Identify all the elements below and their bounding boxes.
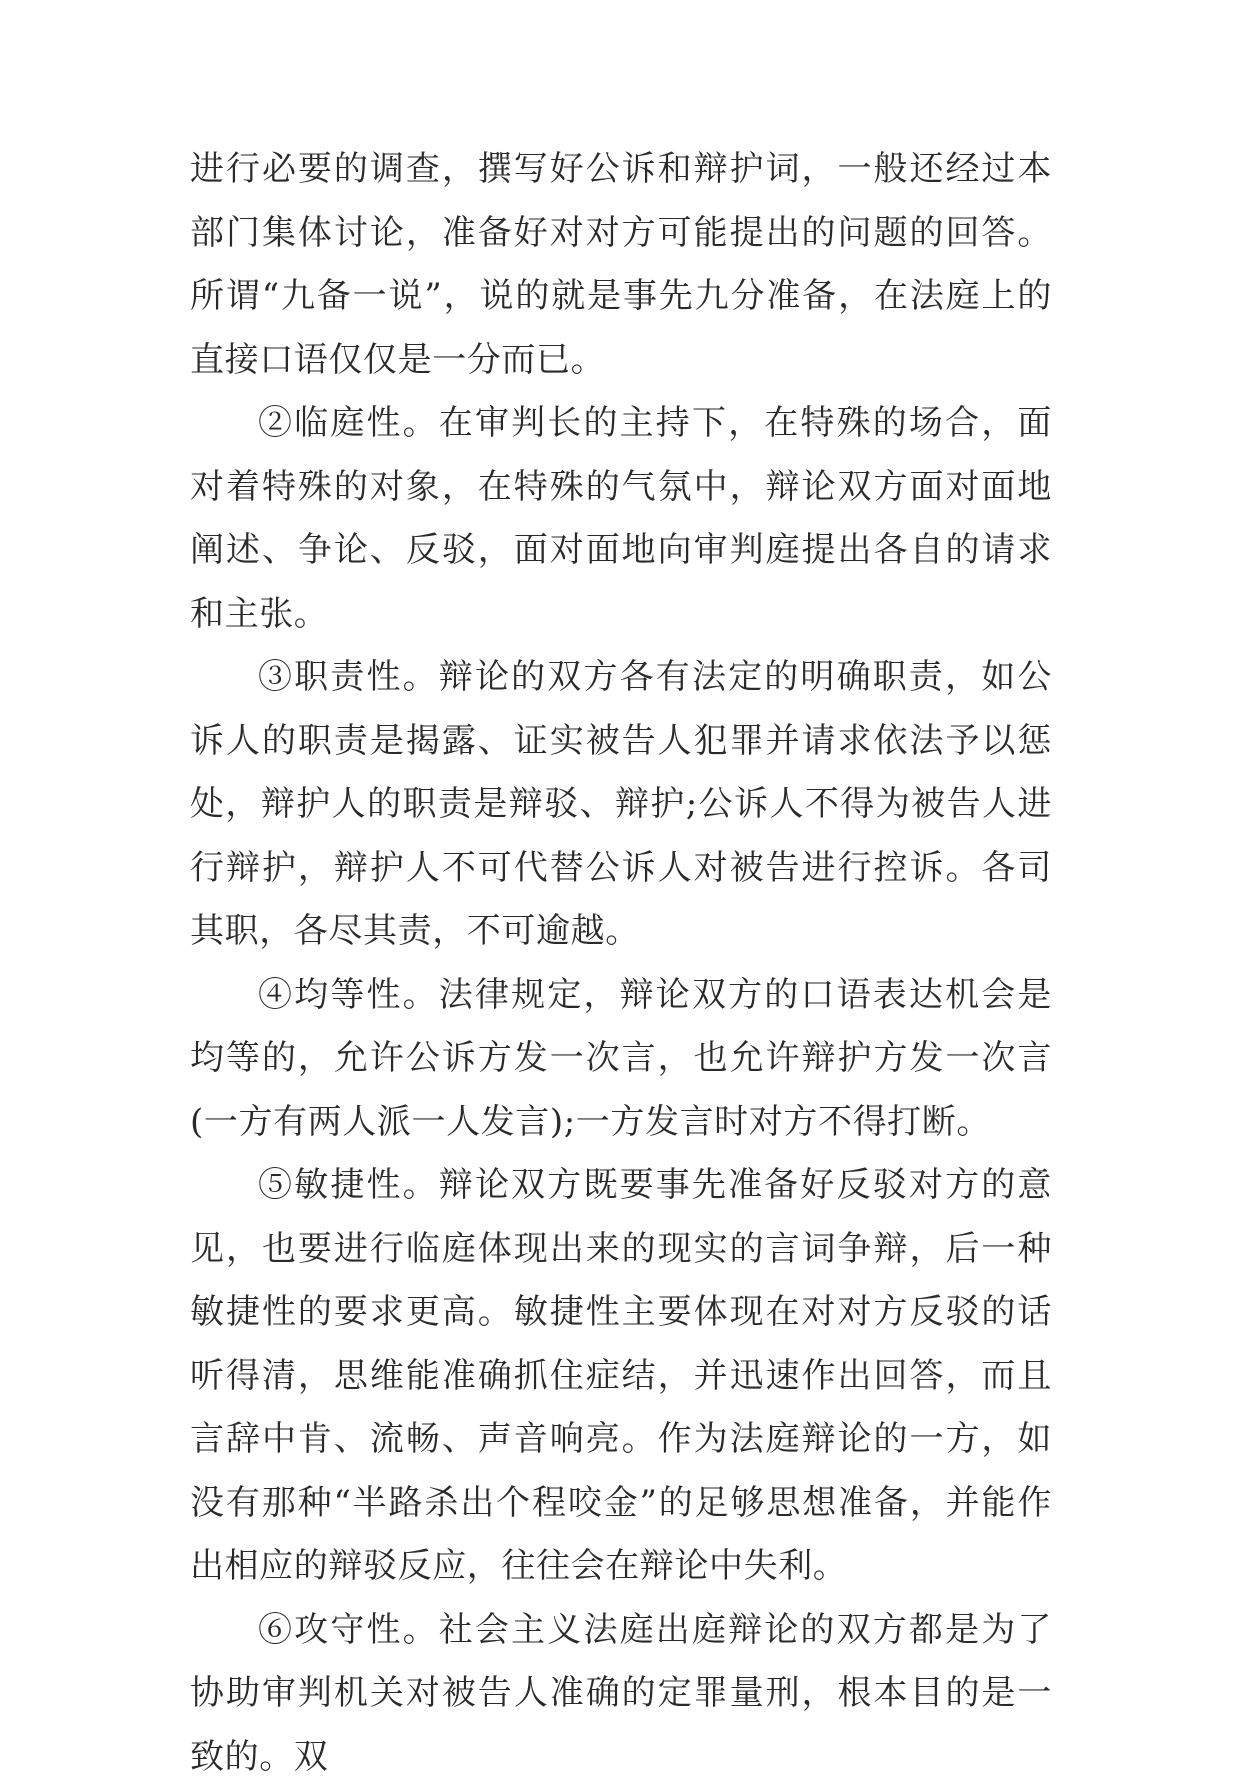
paragraph-item-2: ②临庭性。在审判长的主持下，在特殊的场合，面对着特殊的对象，在特殊的气氛中，辩论双方面对面地阐述、争论、反驳，面对面地向审判庭提出各自的请求和主张。 (190, 392, 1052, 646)
body-text (190, 138, 1052, 1789)
paragraph-item-5: ⑤敏捷性。辩论双方既要事先准备好反驳对方的意见，也要进行临庭体现出来的现实的言词争辩，后一种敏捷性的要求更高。敏捷性主要体现在对对方反驳的话听得清，思维能准确抓住症结，并迅速作出回答，而且言辞中肯、流畅、声音响亮。作为法庭辩论的一方，如没有那种“半路杀出个程咬金”的足够思想准备，并能作出相应的辩驳反应，往往会在辩论中失利。 (190, 1154, 1052, 1599)
paragraph-item-3: ③职责性。辩论的双方各有法定的明确职责，如公诉人的职责是揭露、证实被告人犯罪并请求依法予以惩处，辩护人的职责是辩驳、辩护;公诉人不得为被告人进行辩护，辩护人不可代替公诉人对被告进行控诉。各司其职，各尽其责，不可逾越。 (190, 646, 1052, 964)
paragraph-continuation: 进行必要的调查，撰写好公诉和辩护词，一般还经过本部门集体讨论，准备好对对方可能提出的问题的回答。所谓“九备一说”，说的就是事先九分准备，在法庭上的直接口语仅仅是一分而已。 (190, 138, 1052, 392)
paragraph-item-6: ⑥攻守性。社会主义法庭出庭辩论的双方都是为了协助审判机关对被告人准确的定罪量刑，根本目的是一致的。双 (190, 1599, 1052, 1789)
paragraph-item-4: ④均等性。法律规定，辩论双方的口语表达机会是均等的，允许公诉方发一次言，也允许辩护方发一次言(一方有两人派一人发言);一方发言时对方不得打断。 (190, 964, 1052, 1155)
